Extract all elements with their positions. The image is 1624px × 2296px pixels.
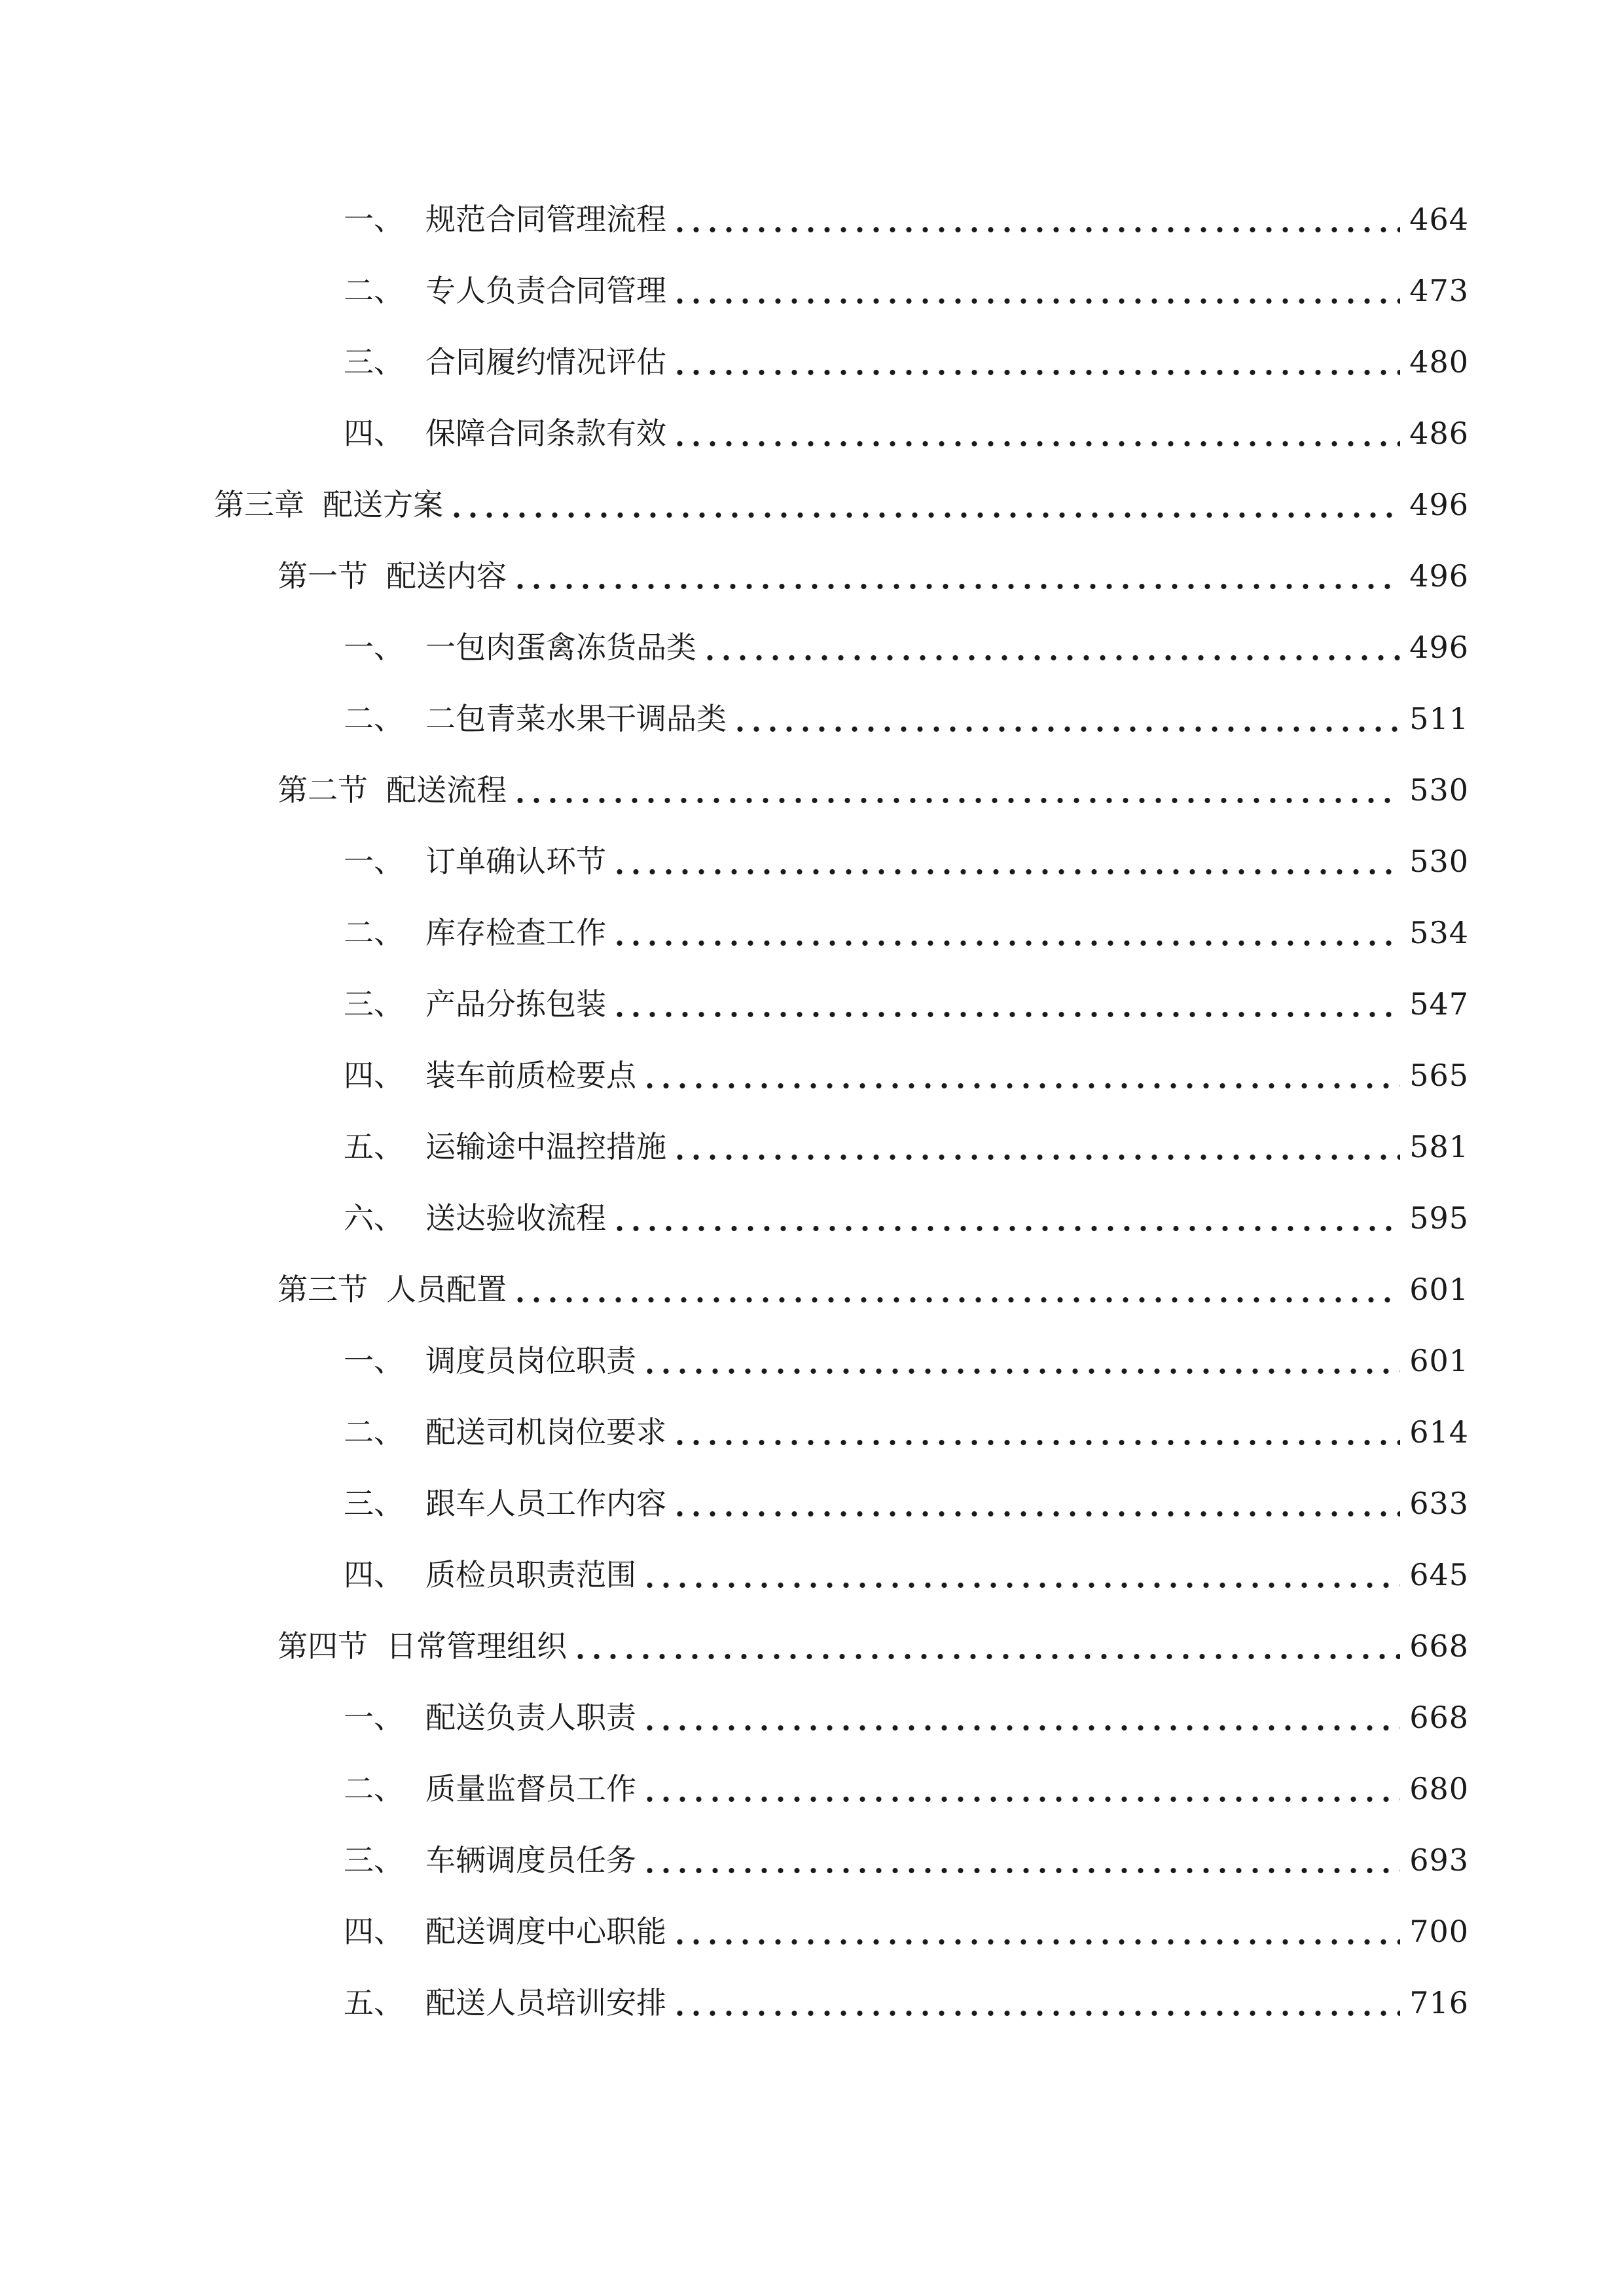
toc-marker: 三、 xyxy=(344,344,404,380)
toc-marker: 五、 xyxy=(344,1985,404,2020)
toc-page-number: 614 xyxy=(1409,1414,1469,1450)
toc-title: 合同履约情况评估 xyxy=(425,344,666,380)
toc-entry[interactable] xyxy=(344,621,1469,673)
dot-leader xyxy=(641,1774,1400,1804)
toc-entry[interactable] xyxy=(344,1192,1469,1244)
toc-title: 质量监督员工作 xyxy=(425,1771,636,1806)
toc-entry[interactable] xyxy=(344,906,1469,959)
toc-page-number: 496 xyxy=(1409,487,1469,522)
toc-marker: 四、 xyxy=(344,1914,404,1949)
dot-leader xyxy=(572,1631,1400,1661)
dot-leader xyxy=(611,846,1400,876)
dot-leader xyxy=(448,490,1400,520)
toc-marker: 三、 xyxy=(344,1486,404,1521)
toc-page-number: 595 xyxy=(1409,1200,1469,1236)
toc-title: 规范合同管理流程 xyxy=(425,202,666,237)
dot-leader xyxy=(672,1916,1400,1946)
toc-entry[interactable] xyxy=(344,1406,1469,1458)
toc-page-number: 486 xyxy=(1409,416,1469,451)
toc-title: 装车前质检要点 xyxy=(425,1058,636,1093)
toc-title: 日常管理组织 xyxy=(386,1628,567,1664)
toc-entry[interactable] xyxy=(344,1335,1469,1387)
dot-leader xyxy=(641,1702,1400,1732)
toc-entry[interactable] xyxy=(344,1905,1469,1958)
toc-section-entry[interactable] xyxy=(278,1620,1469,1672)
toc-page-number: 693 xyxy=(1409,1842,1469,1878)
toc-title: 车辆调度员任务 xyxy=(425,1842,636,1878)
toc-marker: 一、 xyxy=(344,1343,404,1378)
toc-page-number: 680 xyxy=(1409,1771,1469,1806)
toc-entry[interactable] xyxy=(344,336,1469,388)
toc-title: 库存检查工作 xyxy=(425,915,606,950)
dot-leader xyxy=(512,1274,1400,1304)
dot-leader xyxy=(672,276,1400,306)
toc-marker: 二、 xyxy=(344,1414,404,1450)
toc-page-number: 534 xyxy=(1409,915,1469,950)
toc-marker: 六、 xyxy=(344,1200,404,1236)
toc-marker: 第四节 xyxy=(278,1628,368,1664)
toc-page-number: 464 xyxy=(1409,202,1469,237)
dot-leader xyxy=(611,1203,1400,1233)
toc-entry[interactable] xyxy=(344,407,1469,459)
toc-marker: 四、 xyxy=(344,416,404,451)
dot-leader xyxy=(641,1060,1400,1090)
toc-page-number: 496 xyxy=(1409,630,1469,665)
toc-title: 专人负责合同管理 xyxy=(425,273,666,308)
toc-entry[interactable] xyxy=(344,1549,1469,1601)
toc-title: 送达验收流程 xyxy=(425,1200,606,1236)
toc-title: 配送方案 xyxy=(323,487,443,522)
toc-title: 跟车人员工作内容 xyxy=(425,1486,666,1521)
toc-title: 配送调度中心职能 xyxy=(425,1914,666,1949)
toc-title: 运输途中温控措施 xyxy=(425,1129,666,1164)
toc-title: 产品分拣包装 xyxy=(425,986,606,1022)
toc-entry[interactable] xyxy=(344,978,1469,1030)
toc-entry[interactable] xyxy=(344,1477,1469,1530)
toc-marker: 二、 xyxy=(344,915,404,950)
toc-entry[interactable] xyxy=(344,1049,1469,1102)
toc-marker: 第三节 xyxy=(278,1272,368,1307)
dot-leader xyxy=(672,1488,1400,1518)
toc-marker: 一、 xyxy=(344,1700,404,1735)
dot-leader xyxy=(611,918,1400,948)
toc-marker: 二、 xyxy=(344,701,404,736)
toc-page-number: 700 xyxy=(1409,1914,1469,1949)
toc-marker: 二、 xyxy=(344,1771,404,1806)
toc-chapter-entry[interactable] xyxy=(214,478,1469,531)
toc-title: 配送流程 xyxy=(386,772,507,808)
toc-marker: 五、 xyxy=(344,1129,404,1164)
toc-section-entry[interactable] xyxy=(278,1263,1469,1316)
toc-title: 订单确认环节 xyxy=(425,844,606,879)
dot-leader xyxy=(732,704,1400,734)
toc-marker: 四、 xyxy=(344,1557,404,1592)
dot-leader xyxy=(512,561,1400,591)
toc-title: 调度员岗位职责 xyxy=(425,1343,636,1378)
toc-marker: 三、 xyxy=(344,1842,404,1878)
toc-marker: 第一节 xyxy=(278,558,368,594)
toc-marker: 第三章 xyxy=(214,487,304,522)
toc-entry[interactable] xyxy=(344,835,1469,888)
toc-title: 一包肉蛋禽冻货品类 xyxy=(425,630,696,665)
dot-leader xyxy=(641,1845,1400,1875)
toc-entry[interactable] xyxy=(344,1834,1469,1886)
toc-entry[interactable] xyxy=(344,1121,1469,1173)
dot-leader xyxy=(672,1132,1400,1162)
toc-page-number: 668 xyxy=(1409,1700,1469,1735)
toc-marker: 四、 xyxy=(344,1058,404,1093)
toc-entry[interactable] xyxy=(344,193,1469,245)
toc-title: 二包青菜水果干调品类 xyxy=(425,701,727,736)
toc-page-number: 716 xyxy=(1409,1985,1469,2020)
toc-page-number: 581 xyxy=(1409,1129,1469,1164)
toc-page-number: 473 xyxy=(1409,273,1469,308)
toc-title: 配送负责人职责 xyxy=(425,1700,636,1735)
toc-marker: 一、 xyxy=(344,630,404,665)
toc-title: 人员配置 xyxy=(386,1272,507,1307)
dot-leader xyxy=(611,989,1400,1019)
toc-entry[interactable] xyxy=(344,264,1469,317)
toc-marker: 一、 xyxy=(344,202,404,237)
dot-leader xyxy=(672,418,1400,448)
toc-page-number: 601 xyxy=(1409,1343,1469,1378)
dot-leader xyxy=(672,1417,1400,1447)
dot-leader xyxy=(672,347,1400,377)
toc-page-number: 480 xyxy=(1409,344,1469,380)
dot-leader xyxy=(512,775,1400,805)
toc-marker: 第二节 xyxy=(278,772,368,808)
toc-marker: 一、 xyxy=(344,844,404,879)
dot-leader xyxy=(672,1988,1400,2018)
toc-marker: 二、 xyxy=(344,273,404,308)
dot-leader xyxy=(672,204,1400,234)
dot-leader xyxy=(641,1560,1400,1590)
toc-entry[interactable] xyxy=(344,692,1469,745)
toc-title: 配送内容 xyxy=(386,558,507,594)
dot-leader xyxy=(641,1346,1400,1376)
toc-entry[interactable] xyxy=(344,1691,1469,1744)
toc-page-number: 547 xyxy=(1409,986,1469,1022)
toc-section-entry[interactable] xyxy=(278,550,1469,602)
toc-title: 质检员职责范围 xyxy=(425,1557,636,1592)
toc-page-number: 511 xyxy=(1409,701,1469,736)
dot-leader xyxy=(702,632,1400,662)
toc-page-number: 496 xyxy=(1409,558,1469,594)
toc-title: 配送司机岗位要求 xyxy=(425,1414,666,1450)
toc-section-entry[interactable] xyxy=(278,764,1469,816)
toc-entry[interactable] xyxy=(344,1763,1469,1815)
toc-entry[interactable] xyxy=(344,1977,1469,2029)
toc-page-number: 601 xyxy=(1409,1272,1469,1307)
toc-title: 保障合同条款有效 xyxy=(425,416,666,451)
toc-page-number: 633 xyxy=(1409,1486,1469,1521)
toc-page-number: 668 xyxy=(1409,1628,1469,1664)
toc-marker: 三、 xyxy=(344,986,404,1022)
toc-page-number: 530 xyxy=(1409,844,1469,879)
toc-page-number: 565 xyxy=(1409,1058,1469,1093)
toc-page-number: 530 xyxy=(1409,772,1469,808)
toc-page-number: 645 xyxy=(1409,1557,1469,1592)
toc-title: 配送人员培训安排 xyxy=(425,1985,666,2020)
